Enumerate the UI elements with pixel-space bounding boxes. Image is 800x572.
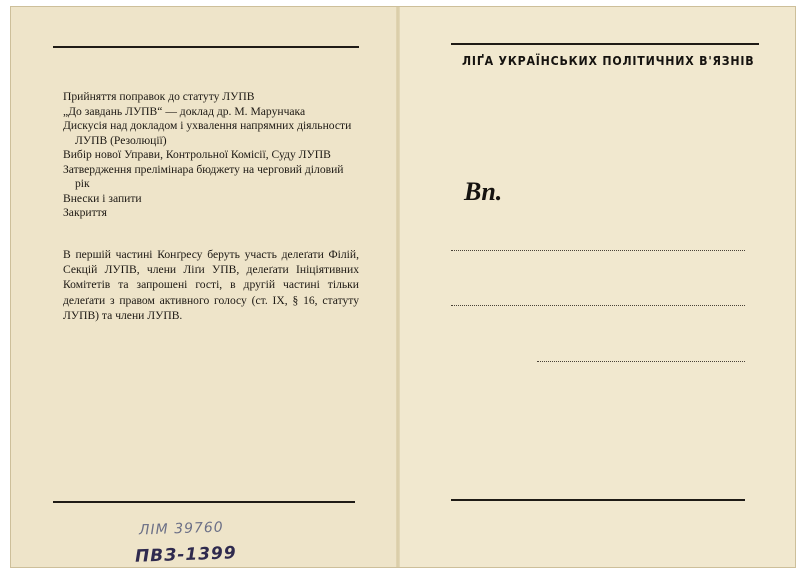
agenda-list [63, 90, 359, 221]
agenda-item: „До завдань ЛУПВ“ — доклад др. М. Марунчака [63, 104, 306, 118]
document-sheet [10, 6, 796, 568]
agenda-item: Вибір нової Управи, Контрольної Комісії, Суду ЛУПВ [63, 148, 331, 161]
agenda-item: Закриття [63, 206, 107, 219]
archive-stamp-inventory: ЛІМ 39760 [138, 519, 224, 539]
organization-header: ЛІҐА УКРАЇНСЬКИХ ПОЛІТИЧНИХ В'ЯЗНІВ [462, 53, 755, 68]
right-bottom-rule [451, 499, 745, 501]
left-top-rule [53, 46, 359, 48]
participation-paragraph: В першій частині Конґресу беруть участь делеґати Філій, Секцій ЛУПВ, члени Ліґи УПВ, делеґати Ініціятивних Комітетів та запрошені гості, в другій частині тільки делеґати з правом активного голосу (ст. IX, § 16, статуту ЛУПВ) та члени ЛУПВ. [63, 248, 359, 322]
archive-stamp-number: ПВЗ-1399 [134, 543, 237, 567]
agenda-item: Внески і запити [63, 191, 142, 205]
address-line-1 [451, 250, 745, 251]
address-line-2 [451, 305, 745, 306]
page-fold [396, 7, 400, 567]
right-page [398, 7, 795, 567]
left-bottom-rule [53, 501, 355, 503]
agenda-item: Прийняття поправок до статуту ЛУПВ [63, 90, 255, 103]
agenda-item: Дискусія над докладом і ухвалення напрямних діяльности ЛУПВ (Резолюції) [63, 119, 352, 147]
address-line-3 [537, 361, 745, 362]
right-top-rule [451, 43, 759, 45]
salutation-vn: Вп. [464, 177, 503, 206]
agenda-item: Затвердження прелімінара бюджету на черговий діловий рік [63, 162, 344, 190]
